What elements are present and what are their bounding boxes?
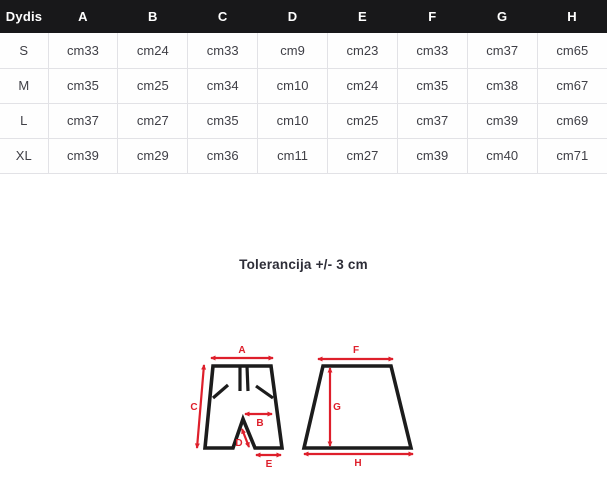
panel-outline [304, 366, 411, 448]
cell-value: cm36 [188, 138, 258, 173]
column-header-g: G [467, 0, 537, 33]
cell-value: cm10 [258, 68, 328, 103]
cell-value: cm25 [118, 68, 188, 103]
tolerance-note: Tolerancija +/- 3 cm [239, 256, 368, 272]
label-h: H [353, 457, 362, 469]
cell-value: cm35 [188, 103, 258, 138]
cell-value: cm37 [467, 33, 537, 68]
cell-value: cm65 [537, 33, 607, 68]
cell-value: cm67 [537, 68, 607, 103]
size-label: XL [0, 138, 48, 173]
cell-value: cm69 [537, 103, 607, 138]
table-row-l [0, 103, 607, 138]
cell-value: cm33 [397, 33, 467, 68]
label-e: E [265, 458, 272, 470]
size-label: S [0, 33, 48, 68]
size-chart-table [0, 0, 607, 174]
shorts-side-diagram [299, 341, 419, 471]
column-header-size: Dydis [0, 0, 48, 33]
cell-value: cm25 [328, 103, 398, 138]
column-header-b: B [118, 0, 188, 33]
label-b: B [255, 417, 264, 429]
cell-value: cm39 [48, 138, 118, 173]
column-header-a: A [48, 0, 118, 33]
size-chart-header-row [0, 0, 607, 33]
cell-value: cm40 [467, 138, 537, 173]
arrow-c [197, 365, 204, 448]
cell-value: cm27 [118, 103, 188, 138]
cell-value: cm9 [258, 33, 328, 68]
table-row-xl [0, 138, 607, 173]
column-header-d: D [258, 0, 328, 33]
cell-value: cm38 [467, 68, 537, 103]
measurement-diagrams [0, 341, 607, 471]
column-header-h: H [537, 0, 607, 33]
column-header-f: F [397, 0, 467, 33]
column-header-c: C [188, 0, 258, 33]
fly-line-right [247, 366, 248, 391]
cell-value: cm37 [397, 103, 467, 138]
cell-value: cm35 [397, 68, 467, 103]
size-label: L [0, 103, 48, 138]
cell-value: cm39 [397, 138, 467, 173]
cell-value: cm33 [188, 33, 258, 68]
table-row-m [0, 68, 607, 103]
size-label: M [0, 68, 48, 103]
cell-value: cm37 [48, 103, 118, 138]
label-c: C [189, 401, 198, 413]
label-d: D [234, 437, 243, 449]
label-g: G [332, 401, 341, 413]
cell-value: cm71 [537, 138, 607, 173]
column-header-e: E [328, 0, 398, 33]
cell-value: cm35 [48, 68, 118, 103]
pocket-line-right [256, 386, 273, 398]
cell-value: cm34 [188, 68, 258, 103]
cell-value: cm23 [328, 33, 398, 68]
cell-value: cm27 [328, 138, 398, 173]
cell-value: cm33 [48, 33, 118, 68]
label-a: A [237, 344, 246, 356]
cell-value: cm11 [258, 138, 328, 173]
table-row-s [0, 33, 607, 68]
shorts-front-diagram [189, 341, 289, 471]
cell-value: cm24 [118, 33, 188, 68]
cell-value: cm24 [328, 68, 398, 103]
label-f: F [352, 344, 359, 356]
cell-value: cm29 [118, 138, 188, 173]
pocket-line-left [213, 385, 228, 398]
cell-value: cm39 [467, 103, 537, 138]
cell-value: cm10 [258, 103, 328, 138]
